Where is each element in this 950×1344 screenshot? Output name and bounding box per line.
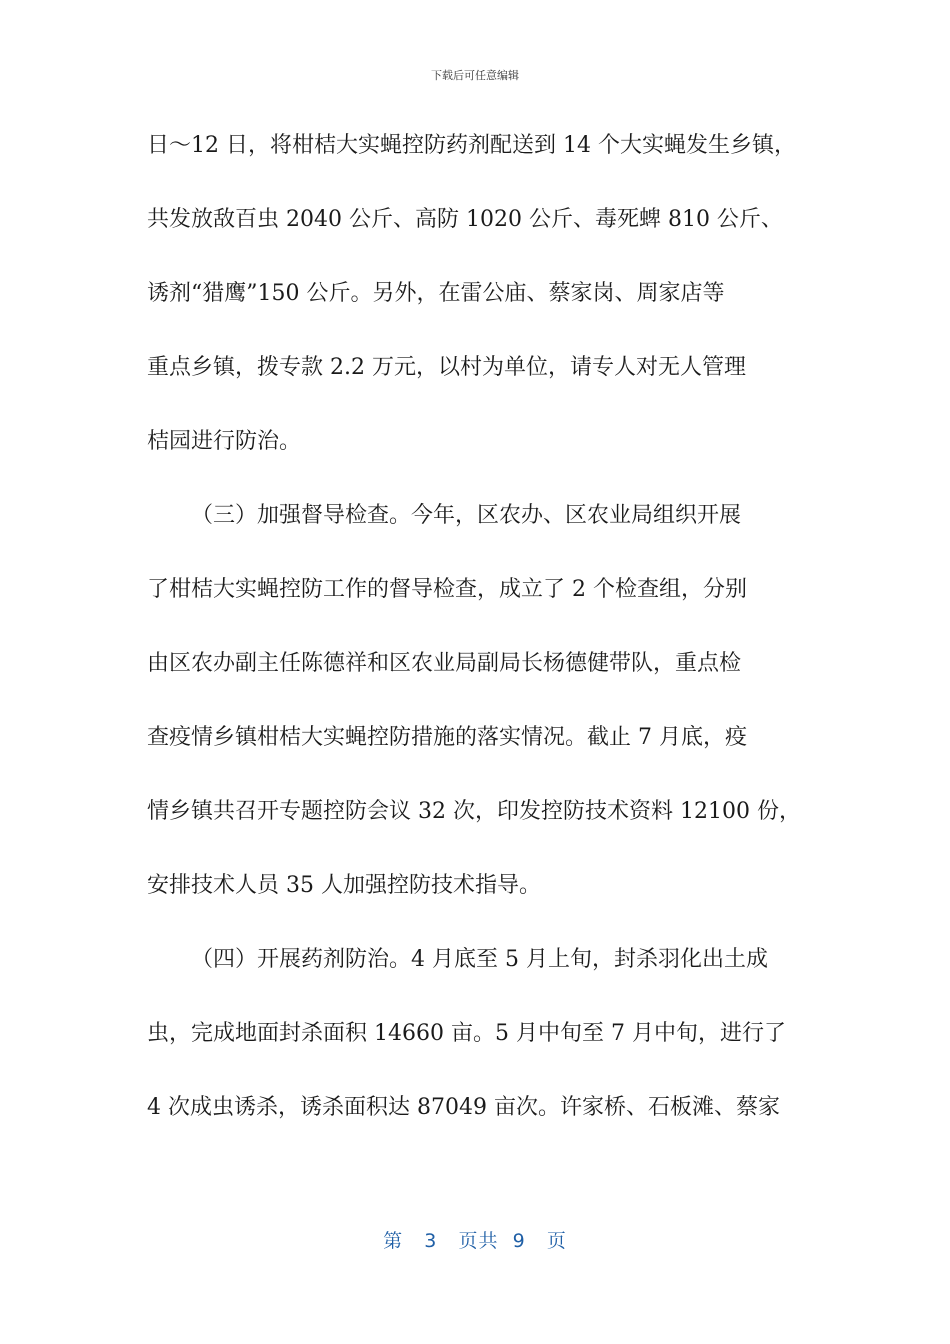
text-line: 情乡镇共召开专题控防会议 32 次，印发控防技术资料 12100 份，	[147, 799, 801, 824]
text-line: 虫，完成地面封杀面积 14660 亩。5 月中旬至 7 月中旬，进行了	[147, 1021, 786, 1046]
text-line: 诱剂“猎鹰”150 公斤。另外，在雷公庙、蔡家岗、周家店等	[147, 281, 725, 306]
text-line: 安排技术人员 35 人加强控防技术指导。	[147, 873, 541, 898]
footer-prefix: 第	[383, 1230, 404, 1252]
header-note: 下载后可任意编辑	[431, 69, 519, 82]
text-line: 由区农办副主任陈德祥和区农业局副局长杨德健带队，重点检	[147, 651, 742, 676]
page-number-footer	[0, 1226, 950, 1253]
footer-current-page: 3	[424, 1230, 438, 1252]
footer-suffix: 页	[546, 1230, 567, 1252]
text-line: 重点乡镇，拨专款 2.2 万元，以村为单位，请专人对无人管理	[147, 355, 746, 380]
text-line: 了柑桔大实蝇控防工作的督导检查，成立了 2 个检查组，分别	[147, 577, 747, 602]
footer-total-pages: 9	[512, 1230, 526, 1252]
text-line: 日～12 日，将柑桔大实蝇控防药剂配送到 14 个大实蝇发生乡镇，	[147, 133, 796, 158]
text-line: 桔园进行防治。	[147, 429, 302, 454]
section-heading-line: （四）开展药剂防治。4 月底至 5 月上旬，封杀羽化出土成	[191, 947, 768, 972]
footer-middle: 页共	[458, 1230, 499, 1252]
document-body	[147, 128, 837, 1164]
text-line: 共发放敌百虫 2040 公斤、高防 1020 公斤、毒死蜱 810 公斤、	[147, 207, 783, 232]
section-heading-line: （三）加强督导检查。今年，区农办、区农业局组织开展	[191, 503, 742, 528]
text-line: 4 次成虫诱杀，诱杀面积达 87049 亩次。许家桥、石板滩、蔡家	[147, 1095, 780, 1120]
text-line: 查疫情乡镇柑桔大实蝇控防措施的落实情况。截止 7 月底，疫	[147, 725, 747, 750]
